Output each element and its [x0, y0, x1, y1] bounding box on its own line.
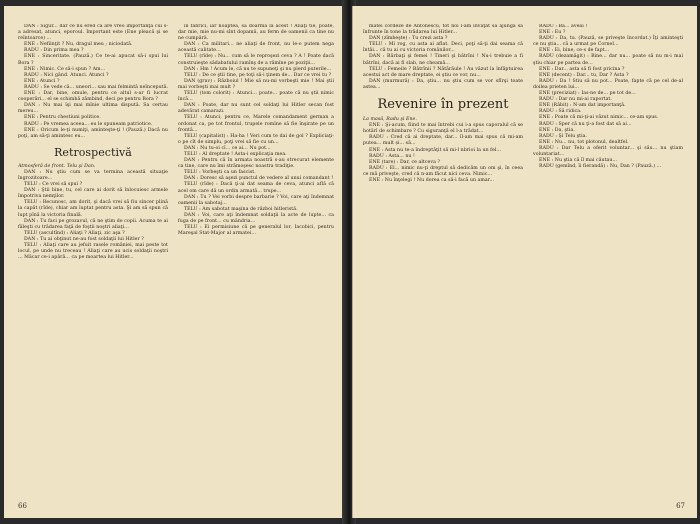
- dialogue-line: DAN : Doresc să aşezi punctul de vedere al unui comandant !: [184, 176, 334, 182]
- page-number: 66: [18, 502, 27, 510]
- stage-direction: La masă, Radu şi Ene.: [363, 117, 417, 123]
- dialogue-line: TELU : Ei permisiune că pe generalul lor, Iacobici, pentru Mareşal Stat-Major al armatei...: [178, 225, 334, 237]
- dialogue-line: matei cordeze de Antonescu, tot noi l-am învăţat să ajungă să înfrunte în tone la trădarea lui Hitler...: [363, 24, 523, 36]
- page-number: 67: [676, 502, 685, 510]
- dialogue-line: ENE : Ei, bine, ce-s de fapt...: [539, 48, 610, 54]
- dialogue-line: DAN : Poate, dar nu sunt cel soldaţi lui Hitler secan fost adevărat camarazi.: [178, 103, 334, 115]
- dialogue-line: ENE (tare) : Dar, ce altceva ?: [369, 159, 441, 165]
- dialogue-line: TELU (rîde) : Dacă ţi-ai dat seama de ceva, atunci află că acel om care dă un ordin armată... trupe...: [178, 182, 334, 194]
- dialogue-line: ENE : Eu ?: [539, 30, 566, 36]
- dialogue-line: RADU (gemînd, îi fierandă) : Nu, Dan ? (Pauză.) ...: [539, 164, 662, 170]
- dialogue-line: RADU : Ba... aveai !: [539, 24, 588, 29]
- section-title-revenire: Revenire în prezent: [377, 97, 509, 113]
- dialogue-line: ENE (decent) : Dar... tu, Dar ? Asta ?: [539, 72, 629, 78]
- dialogue-line: RADU (dezamăgit) : Bine... dar nu... poate să nu m-i mai ştiu chiar pe partea de...: [533, 54, 683, 66]
- dialogue-line: TELU : Ce vrei să spui ?: [24, 182, 83, 188]
- dialogue-line: DAN : Sigur... dar ce nu ered că are vreo importanţă cui s-a adresat, atunci, eporoul. Important este (Ene pleacă şi se reîntoarce) ...: [18, 24, 168, 42]
- dialogue-line: TELU : Recunosc, am dorit, şi dacă vrei să fiu sincer plină la capăt (rîde), chiar am luptat pentru asta. Şi am să spun că lupt pînă la victoria finală.: [18, 200, 168, 218]
- dialogue-line: TELU : Al dreptate ! Asta-i explicaţia mea.: [184, 151, 287, 157]
- dialogue-line: ENE : Nimic. Ce să-i spun ? Am...: [24, 66, 106, 72]
- dialogue-block: [533, 24, 683, 170]
- dialogue-line: ENE : Atunci ?: [24, 78, 60, 84]
- dialogue-line: RADU : Dar Telu a oferit voluntar... şi său... nu ştiam voluntariat...: [533, 145, 683, 157]
- dialogue-line: TELU : Am sabotat maşina de război hitleristă.: [184, 206, 298, 212]
- dialogue-line: ENE : Nu... nu, tot plotonul, dealtfel.: [539, 139, 629, 145]
- dialogue-block: [18, 24, 168, 140]
- dialogue-line: DAN : Tu faci pe grozavul, că ne ştim de copii. Acuma te ai făleşti cu trădarea faţă de foştii noştri aliaţi...: [18, 218, 168, 230]
- dialogue-line: DAN : Voi, care aţi îndemnat soldaţii la acte de lupte... ca fuga de pe front... cu mândria...: [178, 212, 334, 224]
- dialogue-line: ENE : Nu ştia că îl mai căutau...: [539, 158, 618, 164]
- left-page-column-1: [18, 24, 168, 494]
- dialogue-block: [178, 24, 334, 237]
- dialogue-line: TELU (rîde) : Nu... cum să le reproşezi ceva ? A ! Poate dacă construieşte sădabatului ramînş de a rămîne pe poziţii...: [178, 54, 334, 66]
- right-page-column-1: [363, 24, 523, 494]
- dialogue-line: ENE : Nefiinţit ? Nu, dragul meu ; niciodată.: [24, 42, 133, 48]
- dialogue-line: RADU : Nici gând. Atunci. Atunci ?: [24, 72, 109, 78]
- dialogue-block: [18, 170, 168, 261]
- dialogue-line: DAN : Nu tu-oi cî... ce ai... Nu pot...: [184, 145, 271, 151]
- dialogue-line: RADU : Da, tu. (Pauză, se priveşte încordat.) Îţi aminteşti ce nu ştia... că a urmat pe Cornel...: [533, 36, 683, 48]
- dialogue-line: ENE : Poate că mi-ţi-ai văzut nimic... ce-am spus.: [539, 115, 659, 121]
- dialogue-line: DAN : Bărbaţi şi femei ! Tineri şi bătrîni ! Nu-i trebuie a fi bătrîni, dacă ai fi slab, ne cheamă...: [363, 54, 523, 66]
- dialogue-line: TELU (ascultînd) : Aliaţi ? Aliaţi, zic aşa ?: [24, 230, 125, 236]
- dialogue-line: DAN : Tu ai obţinut ne-au fost soldaţii lui Hitler ?: [24, 236, 144, 242]
- dialogue-line: RADU : Cred că ai dreptate, dar... îl-am mai spus că mi-am putea... mult și... să...: [363, 135, 523, 147]
- dialogue-line: ENE : Dar... asta să fi fost pricina ?: [539, 66, 625, 72]
- dialogue-line: ENE : Asta nu te-a îndreptăţit să mi-l nbrioi la un fel...: [369, 147, 501, 153]
- dialogue-line: DAN (grav) : Războiul ! Mie să nu-mi vorbeşti mie ! Mai ştii mai vorbeşti mai mult ?: [178, 78, 334, 90]
- dialogue-line: RADU : Dar nu mi-ai raportat.: [539, 97, 612, 103]
- dialogue-line: TELU : De ce ştii tine, pe toţi să-i ţinem de... Dar ce vrei tu ?: [184, 72, 332, 78]
- dialogue-line: DAN : Hm ! Acum le, că nu te supuneţi şi nu pierd puterile...: [184, 66, 332, 72]
- dialogue-line: ENE : Oricum le-ţi numiţi, aminteşte-ţi ! (Pauză.) Dacă nu poţi, am să-ţi amintesc eu...: [18, 127, 168, 139]
- dialogue-line: DAN (zîmbeşte) : Tu crezi asta ?: [369, 36, 448, 42]
- dialogue-line: ENE : Sinceritate. (Pauză.) Ce te-ai apucat să-i spui lui Bora ?: [18, 54, 168, 66]
- dialogue-line: TELU : Aliaţi care au jefuit rasele româniei, mai peste tot locul, pe unde nu treceau ! Aliaţi care au ucis soldaţii noştri ... Măcar ce-i apără... ca pe moartea lui Hitler...: [18, 243, 168, 261]
- dialogue-line: DAN : Tu ? Vei vorbi despre barbarie ? Voi, care aţi îndemnat oamenii la sabotaj...: [178, 194, 334, 206]
- dialogue-line: DAN : Nu mai îşi mai mînie ultima dispută. Sa certau mereu...: [18, 103, 168, 115]
- dialogue-line: în fabrici, iar noaptea, să doarmă la acest ! Aliaţi tie, poate, dar mie, mie nu-mi sînt dopamii, au ferm de oamenii ca tine nu ne cumpără.: [178, 24, 334, 42]
- dialogue-block: [363, 24, 523, 91]
- dialogue-line: RADU : Pe vremea aceea... eu le spuneam patriotice.: [24, 121, 153, 127]
- dialogue-line: DAN (murmură) : Da, ştiu... nu ştiu cum se vor sfîrşi toate astea...: [363, 78, 523, 90]
- dialogue-line: RADU : Din prima mea ?: [24, 48, 84, 54]
- dialogue-line: RADU : Şi Telu ştia.: [539, 133, 588, 139]
- dialogue-line: TELU : Vorbeşti ca un fascist.: [184, 170, 256, 176]
- dialogue-line: TELU : Atunci, pentru ce, Marele comandament german a ordonat ca, pe tot frontul, trupele romîne să fie înşirate pe un frontă...: [178, 115, 334, 133]
- dialogue-line: ENE : Şi-acum, fiind te mai întrebi cui i-a spus caporalul că se hotărî de schimbare ? Cu siguranţă el l-a trădat...: [363, 123, 523, 135]
- dialogue-line: RADU : Sper că nu ţi-a fost dat să ai...: [539, 121, 632, 127]
- dialogue-line: TELU : Mi rog, cu asta ai aflat. Deci, poţi să-ţi dai seama că întâi... că tu ai cu victoria românilor...: [363, 42, 523, 54]
- dialogue-line: ENE (preciziat) : Ias-ne de... pe tot de...: [539, 91, 636, 97]
- dialogue-line: TELU (capitalist) : Ha-ha ! Veri cum te dai de gol ? Expliciaţi-o pe cît de simplu, poţi vrei să fie cu un...: [178, 133, 334, 145]
- dialogue-line: DAN : Ca militari... ne aliaţi de front, nu le-o putem nega această calitate...: [178, 42, 334, 54]
- left-page-column-2: [178, 24, 334, 494]
- dialogue-line: TELU (tom colorit) : Atunci... poate... poate că nu ştii nimic încă...: [178, 91, 334, 103]
- section-title-retrospectiva: Retrospectivă: [54, 145, 132, 159]
- right-page-column-2: [533, 24, 683, 494]
- dialogue-line: ENE : Nu înţelegi ! Nu dorea ca să-i facă un amar...: [369, 177, 495, 183]
- dialogue-line: ENE : Pentru chestiuni politice.: [24, 115, 101, 121]
- dialogue-line: DAN : Pentru că în armata noastră s-au strecurat elemente ca tine, care nu îmi strămoşesc noastra tradiţie.: [178, 158, 334, 170]
- dialogue-line: RADU : Să ridica.: [539, 109, 582, 115]
- dialogue-line: ENE : Dar, bine, omule, pentru ce altul s-ar fi lucrat cooperări... el se schimbă zâmbind, deci pe pentru Bora ?: [18, 91, 168, 103]
- dialogue-line: RADU : Asta... nu !: [369, 153, 415, 159]
- dialogue-block: [363, 123, 523, 184]
- dialogue-line: ENE : Da, ştia.: [539, 127, 575, 133]
- left-page: [4, 6, 347, 518]
- dialogue-line: TELU : Femeile ? Bătrînii ? Nătărăule ! Au văzut la înfăptuirea acestui act de mare dreptate, ei ştiu ce vor, nu...: [363, 66, 523, 78]
- dialogue-line: RADU : Da ! Stiu să nu pot... Poate, fapte că pe cel de-al doilea prieten lui...: [533, 78, 683, 90]
- dialogue-line: DAN : Nu ştiu cum se va termina această situaţie îngrozitoare...: [18, 169, 168, 181]
- right-page: [352, 6, 697, 518]
- dialogue-line: RADU : El... nimic nu-ţi dreptul să dedicăm un om şi, în ceea ce mă priveşte, cred că n-am făcut nici ceva. Nimic...: [363, 165, 523, 177]
- stage-direction: Atmosferă de front. Telu şi Dan.: [18, 163, 96, 169]
- dialogue-line: DAN : Ştii bine, tu, cel care ai dorit să înlocuiesc armele împotriva nemţilor.: [18, 188, 168, 200]
- dialogue-line: ENE (Râbit) : N-am dat importanţă.: [539, 103, 626, 109]
- dialogue-line: RADU : Se vede că... uneori... sau mai felmintă neîncepută.: [24, 84, 168, 90]
